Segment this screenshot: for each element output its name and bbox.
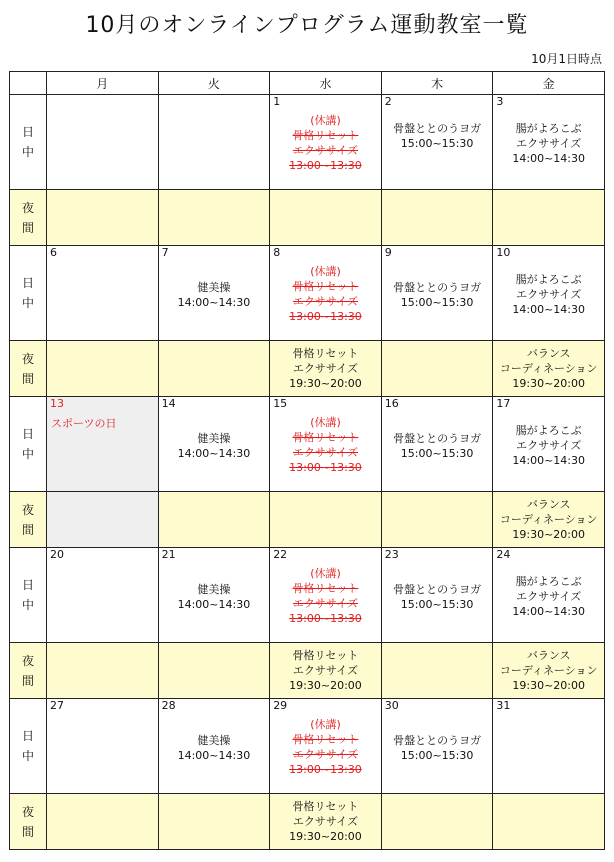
header-corner: [10, 72, 47, 95]
schedule-table: [9, 71, 605, 850]
cancel-notice: (休講): [310, 265, 341, 278]
class-time: 14:00~14:30: [177, 447, 251, 460]
date-number: 13: [50, 397, 64, 410]
class-name-line: 骨格リセット: [292, 280, 359, 293]
class-name-line: 腸がよろこぶ: [515, 273, 582, 286]
day-cell: [493, 246, 605, 341]
evening-row-label: 夜 間: [10, 492, 47, 548]
day-cell: [493, 548, 605, 643]
class-time: 13:00~13:30: [289, 763, 362, 776]
class-name-line: エクササイズ: [292, 295, 359, 308]
class-entry: [493, 423, 604, 468]
class-name-line: 腸がよろこぶ: [515, 424, 582, 437]
night-cell: [158, 492, 270, 548]
daytime-row-label: 日 中: [10, 699, 47, 794]
class-name-line: 健美操: [197, 281, 231, 294]
date-number: 1: [273, 95, 281, 108]
date-number: 10: [496, 246, 511, 259]
class-time: 14:00~14:30: [512, 454, 585, 467]
class-name-line: コーディネーション: [499, 362, 598, 375]
class-entry: [159, 431, 270, 461]
date-number: 28: [161, 699, 176, 712]
class-entry: [493, 497, 604, 542]
night-cell: [47, 492, 159, 548]
day-cell: [270, 246, 382, 341]
class-time: 14:00~14:30: [177, 598, 251, 611]
class-entry: [493, 272, 604, 317]
night-cell: [493, 794, 605, 850]
night-row: [10, 341, 605, 397]
class-name-line: 骨格リセット: [292, 582, 359, 595]
class-entry: [159, 582, 270, 612]
evening-row-label: 夜 間: [10, 341, 47, 397]
cancel-notice: (休講): [310, 718, 341, 731]
class-name-line: エクササイズ: [516, 590, 582, 603]
evening-row-label: 夜 間: [10, 643, 47, 699]
holiday-name: スポーツの日: [51, 417, 117, 430]
day-cell: [381, 548, 493, 643]
daytime-row-label: 日 中: [10, 397, 47, 492]
weekday-header: 水: [270, 72, 382, 95]
day-cell: [493, 699, 605, 794]
date-number: 6: [50, 246, 57, 259]
daytime-row-label: 日 中: [10, 95, 47, 190]
class-name-line: 骨格リセット: [292, 733, 359, 746]
as-of-date: 10月1日時点: [531, 52, 602, 66]
class-name-line: バランス: [526, 498, 571, 511]
date-number: 15: [273, 397, 288, 410]
night-cell: [270, 794, 382, 850]
class-time: 15:00~15:30: [400, 447, 474, 460]
night-cell: [493, 643, 605, 699]
night-cell: [47, 190, 159, 246]
weekday-header: 木: [381, 72, 493, 95]
class-entry: [270, 799, 381, 844]
daytime-row-label: 日 中: [10, 246, 47, 341]
class-entry: [382, 280, 493, 310]
class-time: 13:00~13:30: [289, 612, 362, 625]
night-cell: [493, 341, 605, 397]
class-name-line: エクササイズ: [516, 439, 582, 452]
class-entry: [493, 346, 604, 391]
day-cell: [158, 246, 270, 341]
class-name-line: 腸がよろこぶ: [515, 122, 582, 135]
night-cell: [381, 643, 493, 699]
night-cell: [158, 190, 270, 246]
night-cell: [158, 341, 270, 397]
class-name-line: 骨格リセット: [292, 129, 359, 142]
class-name-line: コーディネーション: [499, 513, 598, 526]
day-cell: [493, 397, 605, 492]
night-cell: [381, 492, 493, 548]
night-cell: [47, 341, 159, 397]
class-time: 19:30~20:00: [512, 679, 585, 692]
day-cell: [381, 246, 493, 341]
night-cell: [381, 341, 493, 397]
class-name-line: エクササイズ: [516, 288, 582, 301]
class-time: 14:00~14:30: [512, 152, 585, 165]
night-cell: [47, 794, 159, 850]
date-number: 31: [496, 699, 511, 712]
cancelled-class-entry: [270, 717, 381, 777]
day-cell: [381, 699, 493, 794]
date-number: 27: [50, 699, 64, 712]
date-number: 17: [496, 397, 511, 410]
night-row: [10, 794, 605, 850]
day-cell: [47, 699, 159, 794]
class-name-line: 骨格リセット: [292, 431, 359, 444]
night-cell: [381, 794, 493, 850]
date-number: 20: [50, 548, 64, 561]
daytime-row-label: 日 中: [10, 548, 47, 643]
class-name-line: コーディネーション: [499, 664, 598, 677]
day-cell: [381, 95, 493, 190]
day-cell: [270, 699, 382, 794]
day-cell: [47, 95, 159, 190]
day-cell: [158, 548, 270, 643]
class-time: 15:00~15:30: [400, 137, 474, 150]
weekday-header-row: [10, 72, 605, 95]
class-name-line: 骨盤ととのうヨガ: [393, 583, 482, 596]
day-cell: [270, 548, 382, 643]
day-cell: [381, 397, 493, 492]
class-entry: [493, 121, 604, 166]
class-name-line: 骨格リセット: [292, 649, 359, 662]
class-entry: [270, 346, 381, 391]
class-name-line: エクササイズ: [292, 144, 359, 157]
class-name-line: 健美操: [197, 734, 231, 747]
class-time: 13:00~13:30: [289, 310, 362, 323]
day-cell: [158, 95, 270, 190]
class-name-line: エクササイズ: [292, 362, 359, 375]
class-entry: [382, 582, 493, 612]
calendar-body: [10, 95, 605, 850]
date-number: 30: [384, 699, 399, 712]
cancelled-class-entry: [270, 566, 381, 626]
night-cell: [270, 190, 382, 246]
day-cell: [158, 699, 270, 794]
class-entry: [159, 280, 270, 310]
date-number: 23: [384, 548, 399, 561]
class-entry: [382, 733, 493, 763]
class-name-line: 腸がよろこぶ: [515, 575, 582, 588]
date-number: 8: [273, 246, 281, 259]
cancelled-class-entry: [270, 264, 381, 324]
day-row: [10, 246, 605, 341]
class-time: 13:00~13:30: [289, 461, 362, 474]
night-cell: [381, 190, 493, 246]
cancel-notice: (休講): [310, 567, 341, 580]
class-name-line: 健美操: [197, 583, 231, 596]
date-number: 14: [161, 397, 176, 410]
class-name-line: 骨盤ととのうヨガ: [393, 122, 482, 135]
day-cell: [493, 95, 605, 190]
class-time: 14:00~14:30: [512, 303, 585, 316]
date-number: 16: [384, 397, 399, 410]
night-cell: [270, 341, 382, 397]
class-name-line: エクササイズ: [292, 815, 359, 828]
night-row: [10, 190, 605, 246]
class-name-line: エクササイズ: [292, 748, 359, 761]
class-time: 14:00~14:30: [177, 296, 251, 309]
class-time: 15:00~15:30: [400, 749, 474, 762]
cancel-notice: (休講): [310, 114, 341, 127]
class-name-line: バランス: [526, 347, 571, 360]
date-number: 21: [161, 548, 176, 561]
day-cell: [47, 548, 159, 643]
day-row: [10, 95, 605, 190]
class-time: 13:00~13:30: [289, 159, 362, 172]
class-entry: [493, 648, 604, 693]
class-entry: [382, 431, 493, 461]
class-time: 19:30~20:00: [289, 679, 362, 692]
class-name-line: 骨盤ととのうヨガ: [393, 432, 482, 445]
night-row: [10, 492, 605, 548]
weekday-header: 火: [158, 72, 270, 95]
weekday-header: 金: [493, 72, 605, 95]
class-entry: [270, 648, 381, 693]
date-number: 29: [273, 699, 288, 712]
class-name-line: 骨格リセット: [292, 800, 359, 813]
night-row: [10, 643, 605, 699]
evening-row-label: 夜 間: [10, 190, 47, 246]
cancelled-class-entry: [270, 415, 381, 475]
class-name-line: 骨盤ととのうヨガ: [393, 281, 482, 294]
class-time: 19:30~20:00: [289, 830, 362, 843]
date-number: 9: [384, 246, 392, 259]
night-cell: [47, 643, 159, 699]
class-name-line: エクササイズ: [292, 597, 359, 610]
class-name-line: 骨格リセット: [292, 347, 359, 360]
class-name-line: 骨盤ととのうヨガ: [393, 734, 482, 747]
class-name-line: 健美操: [197, 432, 231, 445]
class-name-line: エクササイズ: [516, 137, 582, 150]
day-cell: [158, 397, 270, 492]
night-cell: [270, 492, 382, 548]
class-time: 19:30~20:00: [512, 528, 585, 541]
day-row: [10, 699, 605, 794]
date-number: 22: [273, 548, 288, 561]
day-cell: [270, 95, 382, 190]
weekday-header: 月: [47, 72, 159, 95]
night-cell: [158, 794, 270, 850]
class-entry: [493, 574, 604, 619]
class-time: 15:00~15:30: [400, 598, 474, 611]
date-number: 3: [496, 95, 504, 108]
day-cell: [47, 397, 159, 492]
date-number: 2: [384, 95, 392, 108]
class-time: 14:00~14:30: [512, 605, 585, 618]
cancelled-class-entry: [270, 113, 381, 173]
class-time: 19:30~20:00: [289, 377, 362, 390]
day-cell: [47, 246, 159, 341]
class-time: 19:30~20:00: [512, 377, 585, 390]
night-cell: [493, 492, 605, 548]
evening-row-label: 夜 間: [10, 794, 47, 850]
night-cell: [158, 643, 270, 699]
class-entry: [382, 121, 493, 151]
date-number: 24: [496, 548, 511, 561]
class-name-line: エクササイズ: [292, 664, 359, 677]
night-cell: [493, 190, 605, 246]
day-cell: [270, 397, 382, 492]
class-time: 15:00~15:30: [400, 296, 474, 309]
night-cell: [270, 643, 382, 699]
cancel-notice: (休講): [310, 416, 341, 429]
day-row: [10, 397, 605, 492]
class-entry: [159, 733, 270, 763]
class-time: 14:00~14:30: [177, 749, 251, 762]
day-row: [10, 548, 605, 643]
class-name-line: バランス: [526, 649, 571, 662]
date-number: 7: [161, 246, 169, 259]
page-title: 10月のオンラインプログラム運動教室一覧: [85, 13, 529, 38]
class-name-line: エクササイズ: [292, 446, 359, 459]
